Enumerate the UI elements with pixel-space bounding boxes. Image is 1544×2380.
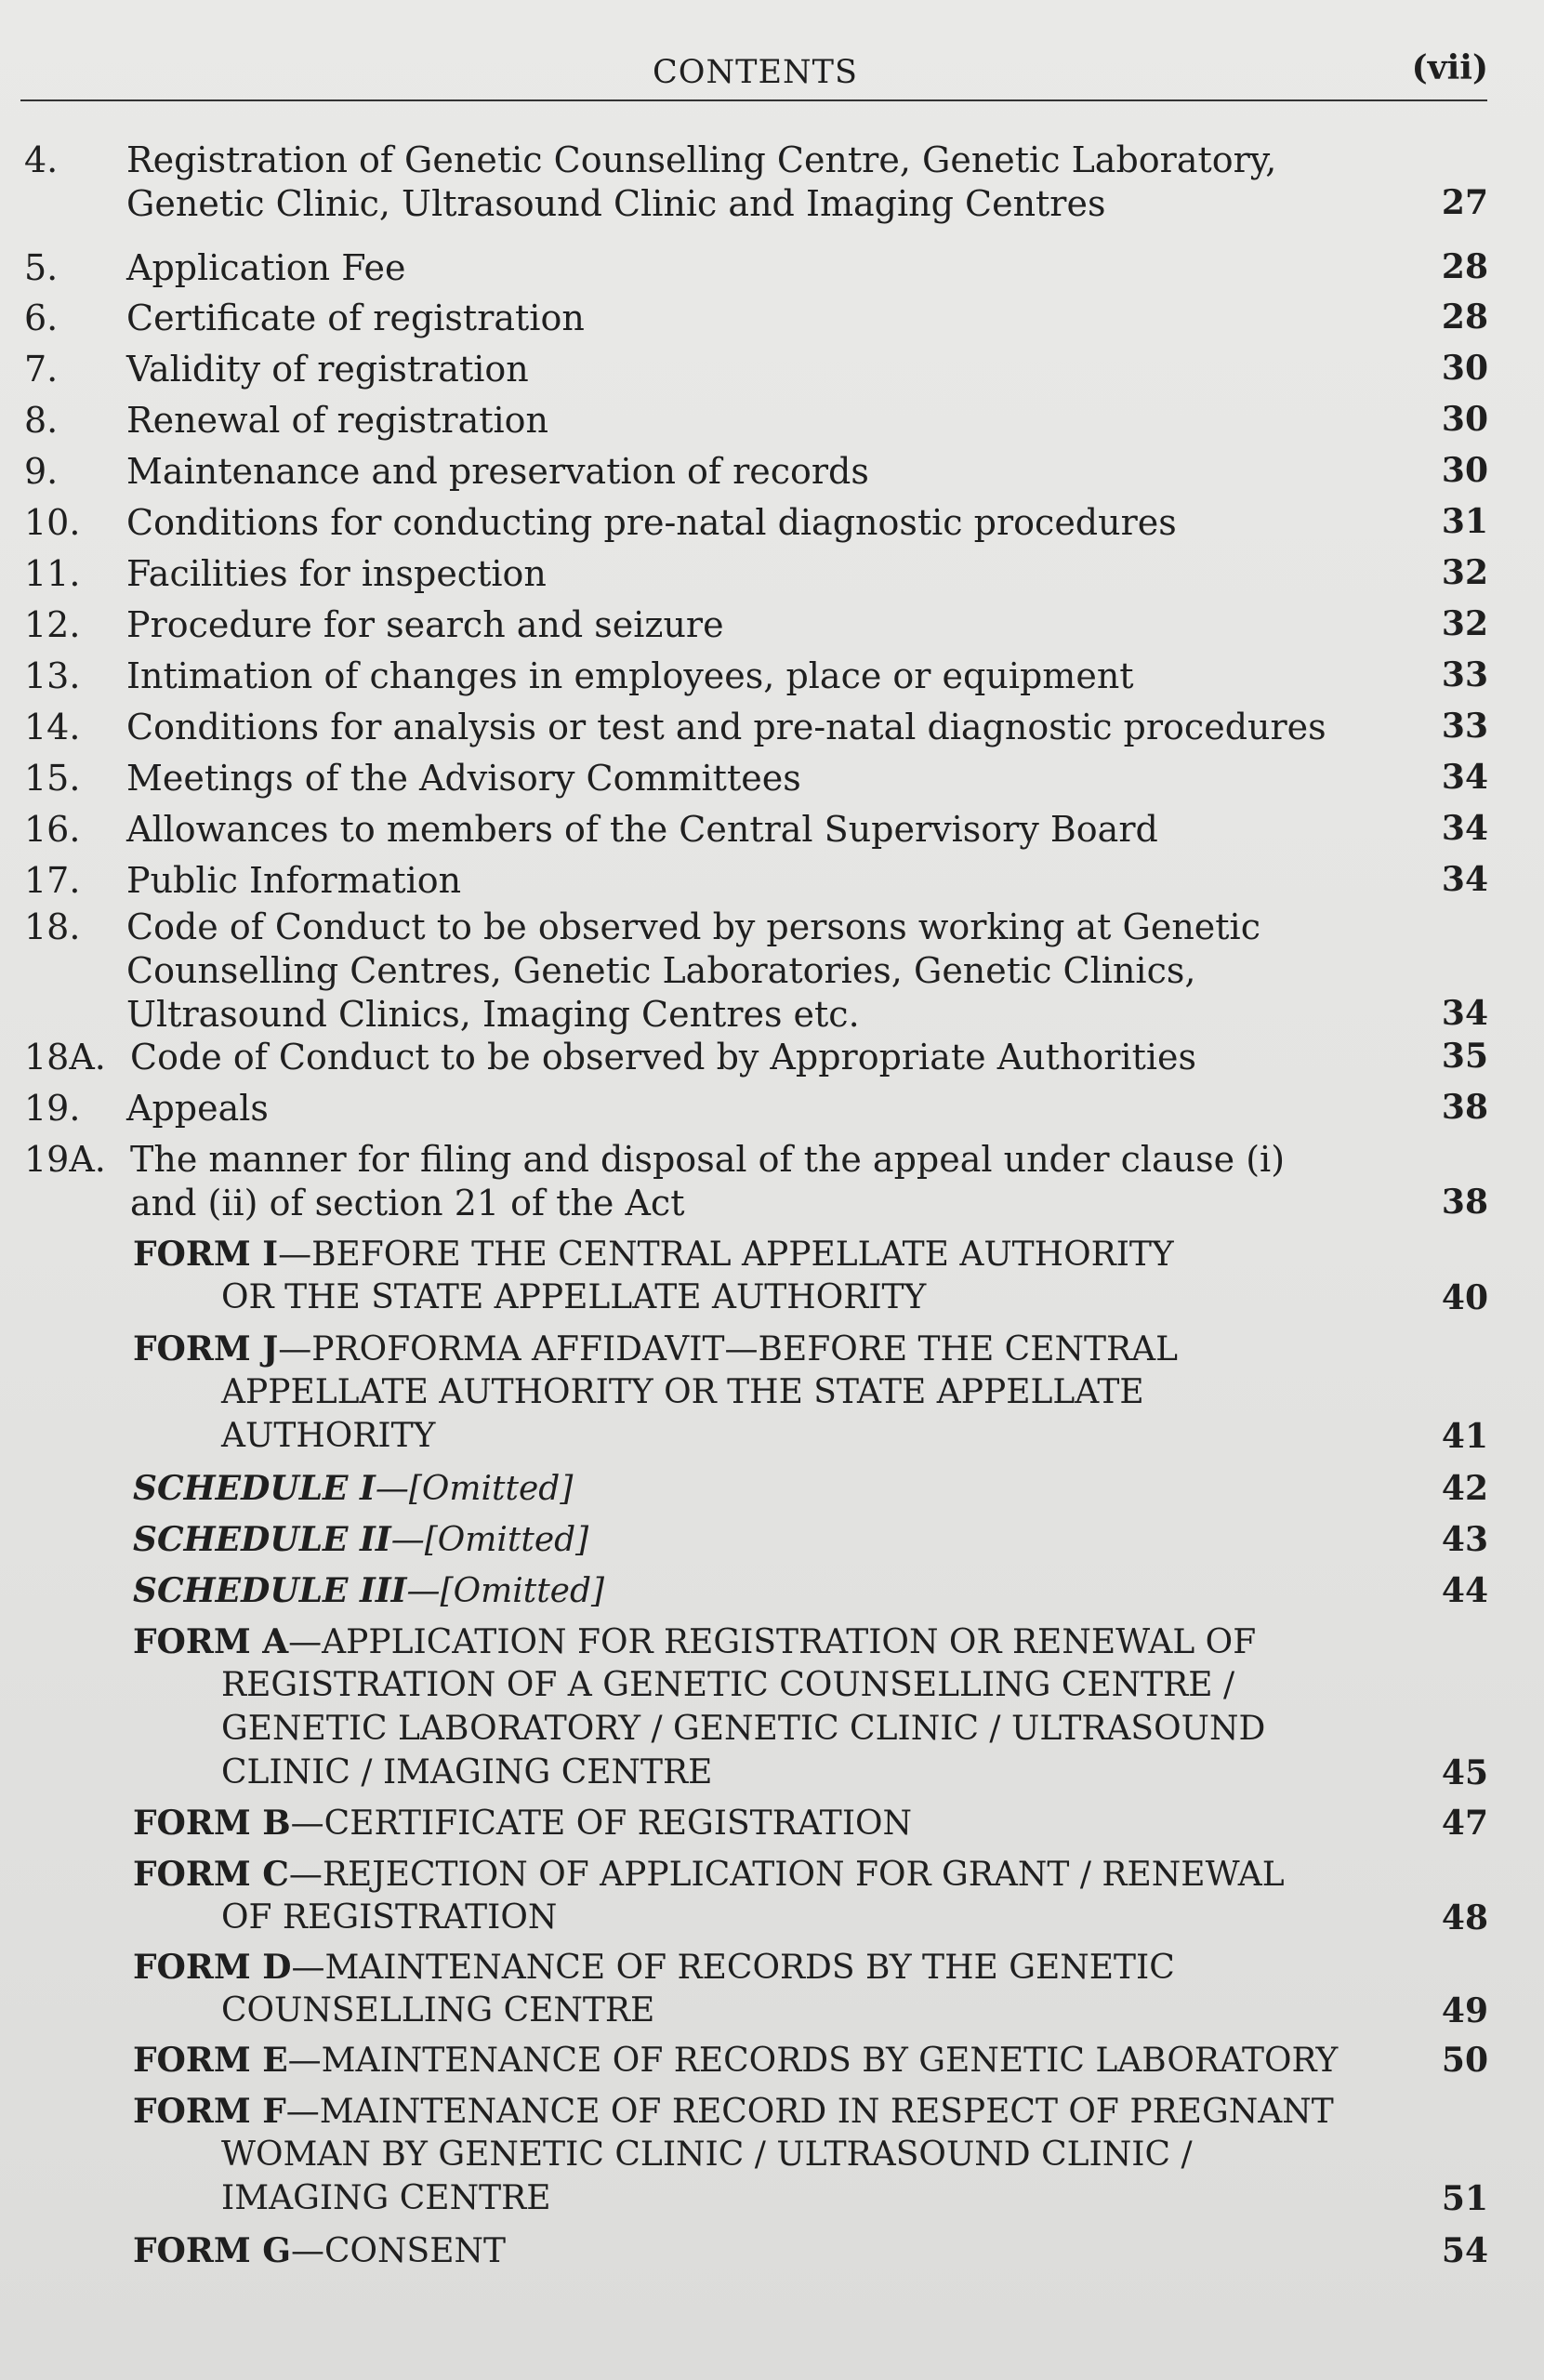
form-label: SCHEDULE III — [133, 1571, 407, 1610]
form-title — [133, 1948, 1175, 1987]
entry-title: Registration of Genetic Counselling Centre, Genetic Laboratory, — [126, 139, 1277, 180]
entry-number: 10. — [24, 502, 81, 543]
entry-page-number: 30 — [1441, 400, 1488, 439]
entry-page-number: 41 — [1441, 1417, 1488, 1456]
entry-page-number: 42 — [1441, 1469, 1488, 1508]
form-description: —PROFORMA AFFIDAVIT—BEFORE THE CENTRAL — [278, 1330, 1179, 1368]
entry-title: Conditions for analysis or test and pre-natal diagnostic procedures — [126, 707, 1326, 747]
form-title — [133, 1329, 1178, 1368]
form-description: —[Omitted] — [406, 1572, 605, 1610]
form-description: —REJECTION OF APPLICATION FOR GRANT / RENEWAL — [288, 1856, 1285, 1894]
form-description: —MAINTENANCE OF RECORDS BY THE GENETIC — [291, 1949, 1175, 1987]
entry-number: 12. — [24, 604, 81, 645]
entry-title: Conditions for conducting pre-natal diagnostic procedures — [126, 502, 1177, 543]
form-title — [133, 1235, 1174, 1274]
entry-title: Facilities for inspection — [126, 553, 547, 594]
entry-page-number: 47 — [1441, 1804, 1488, 1843]
entry-page-number: 34 — [1441, 758, 1488, 797]
form-description: —CERTIFICATE OF REGISTRATION — [290, 1805, 913, 1843]
form-label: FORM B — [133, 1804, 291, 1843]
entry-page-number: 54 — [1441, 2231, 1488, 2270]
form-title — [133, 2231, 506, 2270]
entry-number: 18A. — [24, 1037, 106, 1078]
entry-page-number: 51 — [1441, 2179, 1488, 2218]
entry-page-number: 27 — [1441, 183, 1488, 222]
entry-title: Certificate of registration — [126, 298, 585, 338]
form-label: FORM C — [133, 1855, 289, 1894]
form-label: FORM J — [133, 1329, 279, 1368]
entry-number: 6. — [24, 298, 59, 338]
form-title-continued: COUNSELLING CENTRE — [221, 1991, 655, 2030]
form-label: FORM E — [133, 2041, 288, 2080]
form-title — [133, 1571, 604, 1610]
form-label: SCHEDULE II — [133, 1520, 391, 1559]
form-description: —MAINTENANCE OF RECORD IN RESPECT OF PREGNANT — [285, 2093, 1334, 2131]
form-title-continued: AUTHORITY — [221, 1417, 436, 1455]
entry-title: Genetic Clinic, Ultrasound Clinic and Imaging Centres — [126, 183, 1106, 224]
entry-number: 18. — [24, 906, 81, 947]
form-label: FORM G — [133, 2231, 291, 2270]
form-title — [133, 1469, 573, 1508]
form-title-continued: OF REGISTRATION — [221, 1898, 558, 1937]
entry-title: Meetings of the Advisory Committees — [126, 758, 801, 799]
entry-page-number: 33 — [1441, 655, 1488, 694]
entry-number: 13. — [24, 655, 81, 696]
entry-number: 9. — [24, 451, 59, 492]
entry-page-number: 30 — [1441, 349, 1488, 388]
entry-page-number: 30 — [1441, 451, 1488, 490]
form-label: FORM I — [133, 1235, 279, 1274]
entry-number: 19A. — [24, 1139, 106, 1180]
entry-title: Maintenance and preservation of records — [126, 451, 869, 492]
entry-number: 14. — [24, 707, 81, 747]
form-title-continued: OR THE STATE APPELLATE AUTHORITY — [221, 1278, 927, 1316]
form-title — [133, 1622, 1256, 1661]
entry-page-number: 44 — [1441, 1571, 1488, 1610]
entry-number: 8. — [24, 400, 59, 441]
entry-title: Code of Conduct to be observed by persons working at Genetic — [126, 906, 1260, 947]
entry-page-number: 43 — [1441, 1520, 1488, 1559]
entry-page-number: 38 — [1441, 1088, 1488, 1127]
entry-page-number: 28 — [1441, 247, 1488, 286]
entry-page-number: 34 — [1441, 860, 1488, 899]
entry-page-number: 28 — [1441, 298, 1488, 337]
entry-number: 5. — [24, 247, 59, 288]
form-label: FORM F — [133, 2092, 286, 2131]
entry-page-number: 32 — [1441, 604, 1488, 643]
entry-number: 11. — [24, 553, 81, 594]
form-description: —[Omitted] — [375, 1470, 574, 1508]
entry-title: Counselling Centres, Genetic Laboratories, Genetic Clinics, — [126, 950, 1196, 991]
form-title-continued: IMAGING CENTRE — [221, 2179, 551, 2217]
entry-page-number: 31 — [1441, 502, 1488, 541]
entry-title: Renewal of registration — [126, 400, 548, 441]
form-title-continued: GENETIC LABORATORY / GENETIC CLINIC / ULTRASOUND — [221, 1710, 1266, 1748]
form-title — [133, 1804, 912, 1843]
entry-number: 7. — [24, 349, 59, 390]
header-divider — [20, 99, 1487, 101]
entry-title: Appeals — [126, 1088, 269, 1129]
entry-page-number: 32 — [1441, 553, 1488, 592]
entry-page-number: 35 — [1441, 1037, 1488, 1076]
page-title: CONTENTS — [653, 54, 858, 91]
entry-title: Code of Conduct to be observed by Appropriate Authorities — [130, 1037, 1196, 1078]
page-number: (vii) — [1411, 48, 1488, 87]
entry-page-number: 34 — [1441, 994, 1488, 1033]
entry-page-number: 34 — [1441, 809, 1488, 848]
form-description: —BEFORE THE CENTRAL APPELLATE AUTHORITY — [278, 1236, 1174, 1274]
form-title — [133, 1520, 588, 1559]
entry-title: Ultrasound Clinics, Imaging Centres etc. — [126, 994, 860, 1035]
entry-page-number: 33 — [1441, 707, 1488, 746]
entry-title: Public Information — [126, 860, 462, 901]
entry-page-number: 38 — [1441, 1183, 1488, 1222]
form-label: FORM D — [133, 1948, 292, 1987]
entry-page-number: 49 — [1441, 1991, 1488, 2030]
entry-page-number: 48 — [1441, 1898, 1488, 1937]
entry-title: The manner for filing and disposal of the appeal under clause (i) — [130, 1139, 1286, 1180]
form-description: —CONSENT — [290, 2232, 506, 2270]
form-label: FORM A — [133, 1622, 289, 1661]
entry-title: Intimation of changes in employees, place or equipment — [126, 655, 1134, 696]
entry-page-number: 45 — [1441, 1753, 1488, 1792]
form-title — [133, 2092, 1334, 2131]
form-title-continued: CLINIC / IMAGING CENTRE — [221, 1753, 713, 1792]
entry-number: 4. — [24, 139, 59, 180]
entry-number: 15. — [24, 758, 81, 799]
entry-title: Allowances to members of the Central Supervisory Board — [126, 809, 1158, 850]
entry-title: and (ii) of section 21 of the Act — [130, 1183, 685, 1223]
entry-title: Validity of registration — [126, 349, 529, 390]
entry-title: Application Fee — [126, 247, 406, 288]
form-description: —[Omitted] — [390, 1521, 589, 1559]
form-title-continued: APPELLATE AUTHORITY OR THE STATE APPELLATE — [221, 1373, 1144, 1411]
entry-number: 16. — [24, 809, 81, 850]
entry-page-number: 50 — [1441, 2041, 1488, 2080]
form-label: SCHEDULE I — [133, 1469, 376, 1508]
entry-page-number: 40 — [1441, 1278, 1488, 1317]
form-title-continued: REGISTRATION OF A GENETIC COUNSELLING CENTRE / — [221, 1666, 1235, 1704]
form-title-continued: WOMAN BY GENETIC CLINIC / ULTRASOUND CLINIC / — [221, 2135, 1193, 2174]
entry-title: Procedure for search and seizure — [126, 604, 724, 645]
form-title — [133, 2041, 1338, 2080]
entry-number: 19. — [24, 1088, 81, 1129]
form-description: —MAINTENANCE OF RECORDS BY GENETIC LABORATORY — [287, 2042, 1339, 2080]
form-title — [133, 1855, 1285, 1894]
form-description: —APPLICATION FOR REGISTRATION OR RENEWAL OF — [288, 1623, 1257, 1661]
entry-number: 17. — [24, 860, 81, 901]
